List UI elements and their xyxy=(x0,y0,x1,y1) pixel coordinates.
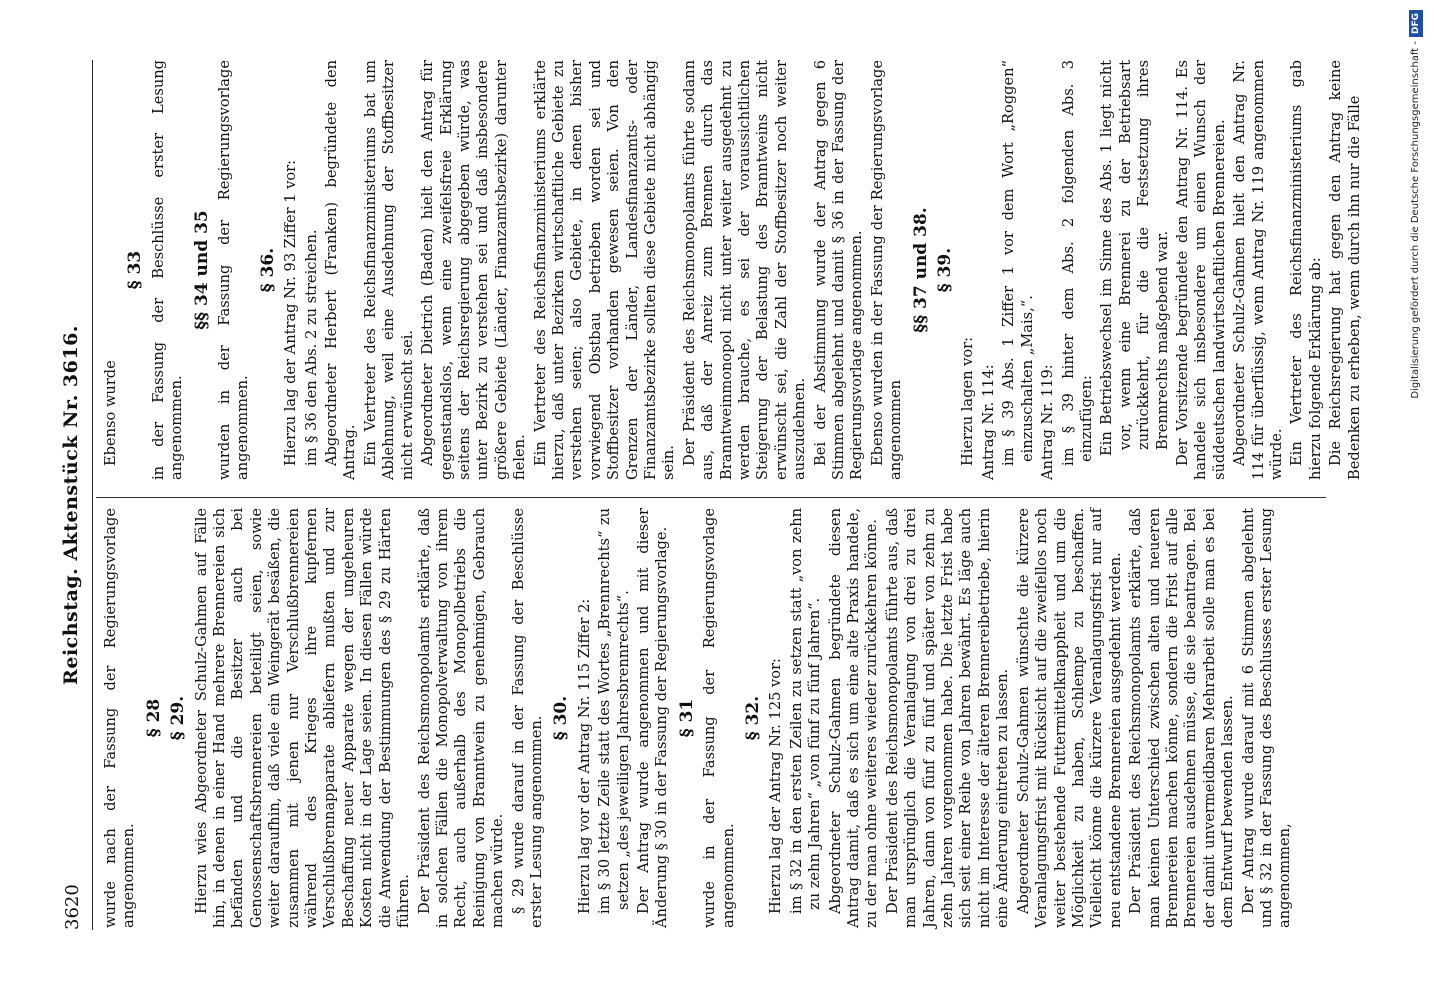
paragraph: Ein Vertreter des Reichsfinanzministeriums gab hierzu folgende Erklärung ab: xyxy=(1288,60,1324,480)
section-heading: § 30. xyxy=(551,695,572,741)
paragraph: im § 39 Abs. 1 Ziffer 1 vor dem Wort „Roggen“ einzuschalten „Mais,“. xyxy=(1000,60,1036,466)
running-title: Reichstag. Aktenstück Nr. 3616. xyxy=(60,325,82,685)
paragraph: Der Antrag wurde darauf mit 6 Stimmen abgelehnt und § 32 in der Fassung des Beschlusses erster Lesung angenommen, xyxy=(1239,508,1294,928)
page-number: 3620 xyxy=(62,884,83,930)
paragraph: Ein Vertreter des Reichsfinanzministeriums erklärte hierzu, daß unter Bezirken wirtschaftliche Gebiete zu verstehen seien; also Gebiete, in denen bisher vorwiegend Obstbau betrieben worden sei und Stoffbesitzer vorhanden gewesen seien. Von den Grenzen der Länder, Landesfinanzamts- oder Finanzamtsbezirke sollten diese Gebiete nicht abhängig sein. xyxy=(531,60,678,480)
paragraph: im § 30 letzte Zeile statt des Wortes „Brennrechts“ zu setzen „des jeweiligen Jahresbrennrechts“. xyxy=(596,508,632,914)
paragraph: im § 39 hinter dem Abs. 2 folgenden Abs. 3 einzufügen: xyxy=(1059,60,1095,466)
paragraph: in der Fassung der Beschlüsse erster Lesung angenommen. xyxy=(149,60,186,480)
paragraph: Ebenso wurden in der Fassung der Regierungsvorlage angenommen xyxy=(868,60,905,480)
dfg-logo: DFG xyxy=(1409,10,1423,37)
section-heading: §§ 37 und 38. xyxy=(910,207,931,333)
paragraph: im § 36 den Abs. 2 zu streichen. xyxy=(302,229,320,466)
column-divider xyxy=(96,497,1326,498)
right-column xyxy=(102,60,1366,480)
paragraph: Der Präsident des Reichsmonopolamts führte aus, daß man ursprünglich die Veranlagung von drei zu drei Jahren, dann von fünf zu fünf und später von zehn zu zehn Jahren vorgenommen habe. Die letzte Frist habe sich seit einer Reihe von Jahren bewährt. Es läge auch nicht im Interesse der älteren Brennereibetriebe, hierin eine Änderung eintreten zu lassen. xyxy=(883,508,1012,928)
paragraph: Hierzu lag der Antrag Nr. 125 vor: xyxy=(767,658,785,914)
paragraph: im § 32 in den ersten Zeilen zu setzen statt „von zehn zu zehn Jahren“ „von fünf zu fünf Jahren“. xyxy=(787,508,824,914)
paragraph: Bei der Abstimmung wurde der Antrag gegen 6 Stimmen abgelehnt und damit § 36 in der Fassung der Regierungsvorlage angenommen. xyxy=(811,60,866,480)
section-heading: § 39. xyxy=(935,247,956,293)
paragraph: Hierzu lag der Antrag Nr. 93 Ziffer 1 vor: xyxy=(282,159,300,466)
credit-text: Digitalisierung gefördert durch die Deutsche Forschungsgemeinschaft - xyxy=(1410,41,1421,399)
paragraph: Der Vorsitzende begründete den Antrag Nr. 114. Es handele sich insbesondere um einen Wunsch der süddeutschen landwirtschaftlichen Brennereien. xyxy=(1173,60,1228,480)
paragraph: Abgeordneter Herbert (Franken) begründete den Antrag. xyxy=(323,60,359,480)
section-heading: § 33 xyxy=(125,250,146,290)
section-heading: § 29. xyxy=(168,695,189,741)
paragraph: Hierzu lagen vor: xyxy=(959,336,977,466)
paragraph: Hierzu lag vor der Antrag Nr. 115 Ziffer 2: xyxy=(575,598,593,914)
paragraph: § 29 wurde darauf in der Fassung der Beschlüsse erster Lesung angenommen. xyxy=(509,508,545,928)
section-heading: §§ 34 und 35 xyxy=(191,210,212,330)
page-header xyxy=(58,80,90,930)
paragraph: Abgeordneter Schulz-Gahmen hielt den Antrag Nr. 114 für überflüssig, wenn Antrag Nr. 119 angenommen würde. xyxy=(1231,60,1285,480)
header-rule xyxy=(92,60,93,930)
paragraph: Der Antrag wurde angenommen und mit dieser Änderung § 30 in der Fassung der Regierungsvorlage. xyxy=(634,508,671,928)
paragraph: Antrag Nr. 119: xyxy=(1039,364,1057,480)
section-heading: § 31 xyxy=(676,698,697,738)
section-heading: § 36. xyxy=(257,247,278,293)
paragraph: Ein Vertreter des Reichsfinanzministeriums bat um Ablehnung, weil eine Ausdehnung der Stoffbesitzer nicht erwünscht sei. xyxy=(361,60,416,480)
section-heading: § 32. xyxy=(743,695,763,741)
paragraph: Ebenso wurde xyxy=(102,360,119,466)
paragraph: Antrag Nr. 114: xyxy=(979,364,997,480)
section-heading: § 28 xyxy=(143,698,164,738)
paragraph: Der Präsident des Reichsmonopolamts erklärte, daß man keinen Unterschied zwischen alten und neueren Brennereien machen könne, sondern die Frist auf alle Brennereien ausdehnen müsse, die sie beantragen. Bei der damit unvermeidbaren Mehrarbeit solle man es bei dem Entwurf bewenden lassen. xyxy=(1127,508,1237,928)
paragraph: Ein Betriebswechsel im Sinne des Abs. 1 liegt nicht vor, wenn eine Brennerei zu der Betriebsart zurückkehrt, für die die Festsetzung ihres Brennrechts maßgebend war. xyxy=(1098,60,1171,456)
paragraph: Hierzu wies Abgeordneter Schulz-Gahmen auf Fälle hin, in denen in einer Hand mehrere Brennereien sich befänden und die Besitzer auch bei Genossenschaftsbrennereien beteiligt seien, sowie weiter daraufhin, daß viele ein Weingerät besäßen, die zusammen mit jenen nur Verschlußbrennereien während des Krieges ihre kupfernen Verschlußbrennapparate abliefern mußten und zur Beschaffung neuer Apparate wegen der ungeheuren Kosten nicht in der Lage seien. In diesen Fällen würde die Anwendung der Bestimmungen des § 29 zu Härten führen. xyxy=(192,508,413,928)
paragraph: Abgeordneter Dietrich (Baden) hielt den Antrag für gegenstandslos, wenn eine zweifelsfreie Erklärung seitens der Reichsregierung abgegeben würde, was unter Bezirk zu verstehen sei und daß insbesondere größere Gebiete (Länder, Finanzamtsbezirke) darunter fielen. xyxy=(419,60,529,480)
digitization-credit xyxy=(1405,10,1427,610)
paragraph: Der Präsident des Reichsmonopolamts führte sodann aus, daß der Anreiz zum Brennen durch das Branntweinmonopol nicht unter weiter ausgedehnt zu werden brauche, es sei der voraussichtlichen Steigerung der Belastung des Branntweins nicht erwünscht sei, die Zahl der Stoffbesitzer noch weiter auszudehnen. xyxy=(680,60,809,480)
paragraph: wurde nach der Fassung der Regierungsvorlage angenommen. xyxy=(102,508,138,928)
paragraph: Der Präsident des Reichsmonopolamts erklärte, daß in solchen Fällen die Monopolverwaltung von ihrem Recht, auch außerhalb des Monopolbetriebs die Reinigung von Branntwein zu genehmigen, Gebrauch machen würde. xyxy=(415,508,507,928)
paragraph: wurden in der Fassung der Regierungsvorlage angenommen. xyxy=(216,60,252,480)
paragraph: Abgeordneter Schulz-Gahmen begründete diesen Antrag damit, daß es sich um eine alte Praxis handele, zu der man ohne weiteres wieder zurückkehren könne. xyxy=(826,508,881,928)
paragraph: Abgeordneter Schulz-Gahmen wünschte die kürzere Veranlagungsfrist mit Rücksicht auf die zweifellos noch weiter bestehende Futtermittelknappheit und um die Möglichkeit zu haben, Schlempe zu beschaffen. Vielleicht könne die kürzere Veranlagungsfrist nur auf neu entstandene Brennereien ausgedehnt werden. xyxy=(1014,508,1124,928)
paragraph: Die Reichsregierung hat gegen den Antrag keine Bedenken zu erheben, wenn durch ihn nur die Fälle xyxy=(1327,60,1363,480)
paragraph: wurde in der Fassung der Regierungsvorlage angenommen. xyxy=(701,508,737,928)
left-column xyxy=(102,508,1297,928)
